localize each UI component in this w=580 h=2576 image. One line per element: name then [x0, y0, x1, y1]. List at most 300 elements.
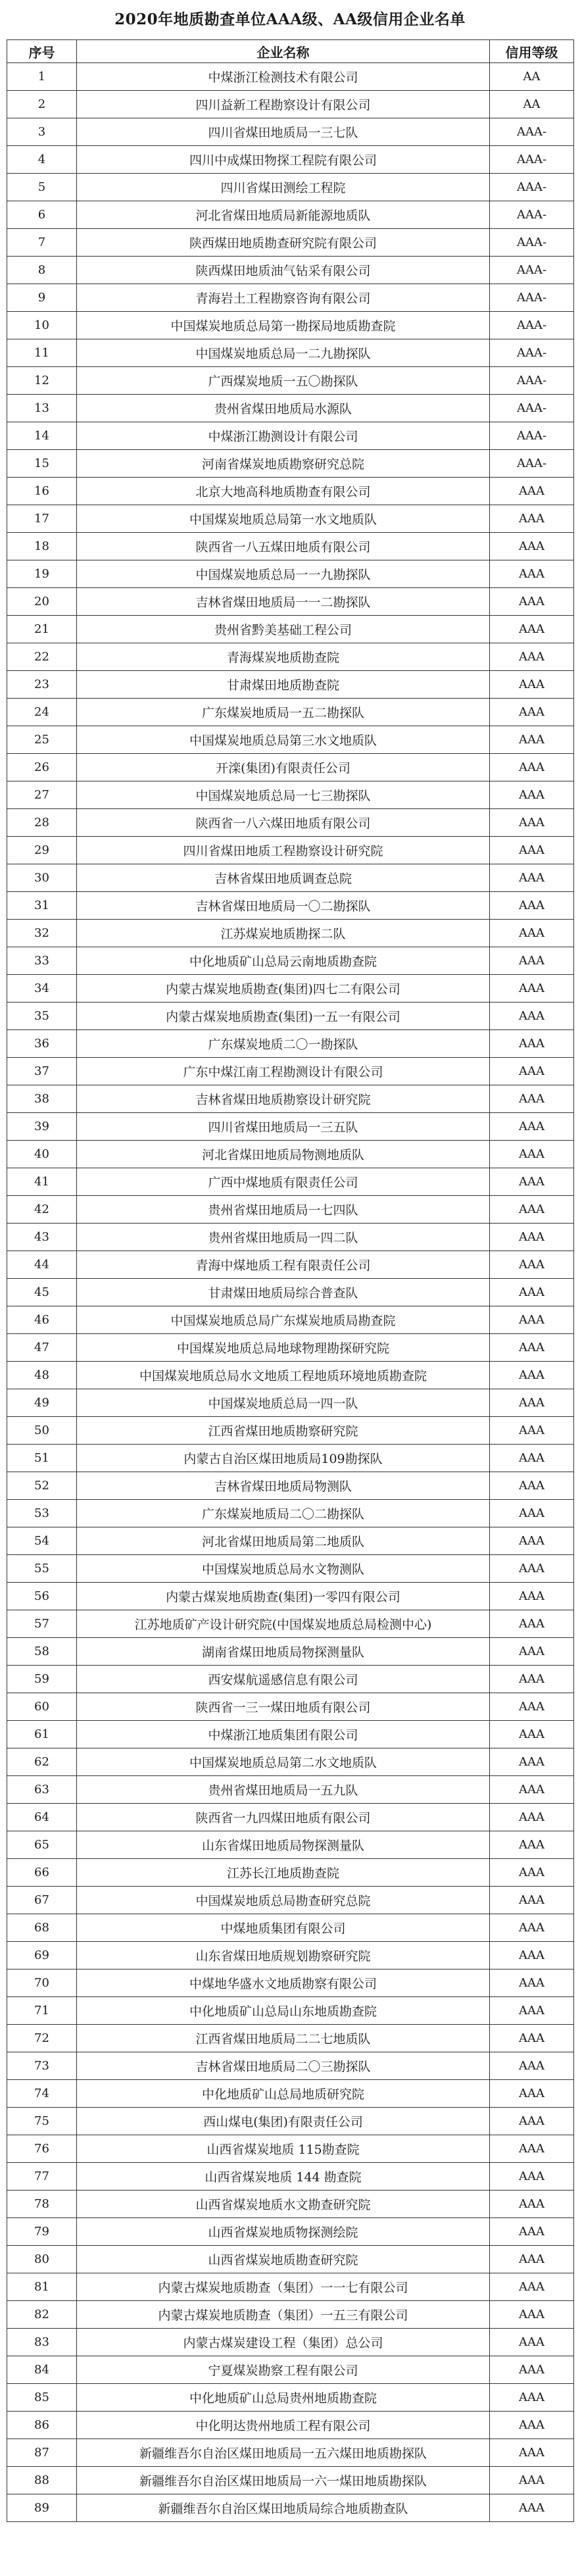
row-number: 73	[7, 2052, 77, 2080]
credit-grade: AAA	[490, 2329, 574, 2356]
row-number: 69	[7, 1942, 77, 1969]
company-name: 四川中成煤田物探工程院有限公司	[77, 146, 490, 174]
company-name: 山东省煤田地质规划勘察研究院	[77, 1942, 490, 1969]
row-number: 56	[7, 1583, 77, 1610]
credit-grade: AAA	[490, 1942, 574, 1969]
table-row	[7, 1914, 574, 1942]
company-name: 湖南省煤田地质局物探测量队	[77, 1638, 490, 1666]
credit-grade: AAA-	[490, 118, 574, 146]
table-row	[7, 837, 574, 864]
company-name: 中化地质矿山总局山东地质勘查院	[77, 1997, 490, 2025]
table-row	[7, 2163, 574, 2191]
company-name: 中国煤炭地质总局第一勘探局地质勘查院	[77, 312, 490, 339]
company-name: 河北省煤田地质局第二地质队	[77, 1527, 490, 1555]
company-name: 中煤浙江勘测设计有限公司	[77, 422, 490, 450]
table-row	[7, 1721, 574, 1748]
row-number: 41	[7, 1168, 77, 1196]
row-number: 88	[7, 2467, 77, 2494]
table-header-row	[7, 40, 574, 63]
credit-grade: AAA	[490, 1859, 574, 1887]
company-name: 中化地质矿山总局云南地质勘查院	[77, 947, 490, 975]
company-name: 广东中煤江南工程勘测设计有限公司	[77, 1058, 490, 1085]
row-number: 18	[7, 533, 77, 560]
company-name: 四川省煤田地质局一三五队	[77, 1113, 490, 1141]
table-row	[7, 1251, 574, 1279]
credit-grade: AAA	[490, 2108, 574, 2135]
table-row	[7, 1141, 574, 1168]
company-name: 广东煤炭地质二〇一勘探队	[77, 1030, 490, 1058]
table-row	[7, 257, 574, 284]
table-row	[7, 781, 574, 809]
credit-grade: AAA	[490, 2025, 574, 2052]
credit-grade: AAA	[490, 2439, 574, 2467]
credit-grade: AAA	[490, 2163, 574, 2191]
company-name: 中煤浙江地质集团有限公司	[77, 1721, 490, 1748]
table-row	[7, 1583, 574, 1610]
company-name: 贵州省黔美基础工程公司	[77, 616, 490, 643]
company-name: 陕西煤田地质勘查研究院有限公司	[77, 229, 490, 257]
table-row	[7, 1831, 574, 1859]
page-title: 2020年地质勘查单位AAA级、AA级信用企业名单	[114, 11, 466, 28]
table-row	[7, 975, 574, 1003]
row-number: 67	[7, 1887, 77, 1914]
credit-grade: AAA	[490, 920, 574, 947]
header-grade: 信用等级	[490, 40, 574, 63]
table-row	[7, 1389, 574, 1417]
table-row	[7, 1362, 574, 1389]
table-row	[7, 1279, 574, 1306]
table-row	[7, 1804, 574, 1831]
company-name: 山东省煤田地质局物探测量队	[77, 1831, 490, 1859]
table-row	[7, 1555, 574, 1583]
credit-grade: AAA	[490, 2412, 574, 2439]
row-number: 60	[7, 1693, 77, 1721]
row-number: 89	[7, 2494, 77, 2522]
table-row	[7, 1445, 574, 1472]
row-number: 57	[7, 1610, 77, 1638]
credit-grade: AAA	[490, 1721, 574, 1748]
table-row	[7, 1969, 574, 1997]
company-name: 贵州省煤田地质局一四二队	[77, 1224, 490, 1251]
row-number: 38	[7, 1085, 77, 1113]
credit-grade: AAA	[490, 1638, 574, 1666]
table-row	[7, 1666, 574, 1693]
credit-grade: AAA	[490, 2384, 574, 2412]
table-row	[7, 726, 574, 754]
credit-grade: AA	[490, 63, 574, 91]
company-name: 甘肃煤田地质勘查院	[77, 671, 490, 699]
credit-grade: AAA	[490, 1804, 574, 1831]
company-name: 中煤地华盛水文地质勘察有限公司	[77, 1969, 490, 1997]
table-row	[7, 533, 574, 560]
table-row	[7, 1224, 574, 1251]
table-row	[7, 2494, 574, 2522]
table-row	[7, 2384, 574, 2412]
credit-grade: AAA	[490, 1969, 574, 1997]
credit-grade: AAA	[490, 560, 574, 588]
row-number: 63	[7, 1776, 77, 1804]
table-row	[7, 312, 574, 339]
row-number: 7	[7, 229, 77, 257]
table-row	[7, 422, 574, 450]
company-name: 中国煤炭地质总局第一水文地质队	[77, 505, 490, 533]
credit-grade: AAA	[490, 533, 574, 560]
table-row	[7, 1003, 574, 1030]
company-name: 中国煤炭地质总局一七三勘探队	[77, 781, 490, 809]
table-row	[7, 1196, 574, 1224]
row-number: 62	[7, 1748, 77, 1776]
company-name: 陕西省一八五煤田地质有限公司	[77, 533, 490, 560]
credit-grade: AAA	[490, 754, 574, 781]
table-row	[7, 671, 574, 699]
company-name: 甘肃煤田地质局综合普查队	[77, 1279, 490, 1306]
table-row	[7, 1748, 574, 1776]
credit-grade: AAA	[490, 588, 574, 616]
row-number: 39	[7, 1113, 77, 1141]
company-name: 山西省煤炭地质 115勘查院	[77, 2135, 490, 2163]
table-row	[7, 505, 574, 533]
company-name: 吉林省煤田地质局物测队	[77, 1472, 490, 1500]
credit-grade: AAA	[490, 2494, 574, 2522]
credit-grade: AAA	[490, 1776, 574, 1804]
company-name: 江苏地质矿产设计研究院(中国煤炭地质总局检测中心)	[77, 1610, 490, 1638]
credit-grade: AAA	[490, 1666, 574, 1693]
credit-grade: AAA	[490, 2273, 574, 2301]
credit-grade: AAA	[490, 1141, 574, 1168]
company-name: 江西省煤田地质局二二七地质队	[77, 2025, 490, 2052]
table-row	[7, 2108, 574, 2135]
row-number: 20	[7, 588, 77, 616]
company-name: 中化地质矿山总局贵州地质勘查院	[77, 2384, 490, 2412]
credit-grade: AAA	[490, 2135, 574, 2163]
table-row	[7, 809, 574, 837]
table-row	[7, 229, 574, 257]
company-name: 山西省煤炭地质物探测绘院	[77, 2218, 490, 2246]
table-row	[7, 2218, 574, 2246]
row-number: 81	[7, 2273, 77, 2301]
credit-enterprise-table	[7, 39, 574, 2522]
table-body	[7, 63, 574, 2522]
table-row	[7, 2052, 574, 2080]
row-number: 68	[7, 1914, 77, 1942]
credit-grade: AAA-	[490, 229, 574, 257]
table-row	[7, 754, 574, 781]
row-number: 71	[7, 1997, 77, 2025]
company-name: 河南省煤炭地质勘察研究总院	[77, 450, 490, 478]
row-number: 83	[7, 2329, 77, 2356]
credit-grade: AAA	[490, 1831, 574, 1859]
row-number: 42	[7, 1196, 77, 1224]
row-number: 19	[7, 560, 77, 588]
credit-grade: AAA	[490, 1003, 574, 1030]
credit-grade: AAA	[490, 1914, 574, 1942]
credit-grade: AAA-	[490, 367, 574, 395]
row-number: 1	[7, 63, 77, 91]
table-row	[7, 616, 574, 643]
row-number: 27	[7, 781, 77, 809]
table-row	[7, 1058, 574, 1085]
company-name: 内蒙古煤炭地质勘查(集团)四七二有限公司	[77, 975, 490, 1003]
row-number: 6	[7, 201, 77, 229]
company-name: 中煤浙江检测技术有限公司	[77, 63, 490, 91]
row-number: 22	[7, 643, 77, 671]
credit-grade: AAA-	[490, 257, 574, 284]
company-name: 陕西省一八六煤田地质有限公司	[77, 809, 490, 837]
credit-grade: AAA	[490, 1555, 574, 1583]
company-name: 内蒙古煤炭地质勘查(集团)一五一有限公司	[77, 1003, 490, 1030]
credit-grade: AAA	[490, 1030, 574, 1058]
credit-grade: AAA	[490, 1389, 574, 1417]
row-number: 66	[7, 1859, 77, 1887]
row-number: 54	[7, 1527, 77, 1555]
row-number: 43	[7, 1224, 77, 1251]
company-name: 青海煤炭地质勘查院	[77, 643, 490, 671]
company-name: 中化明达贵州地质工程有限公司	[77, 2412, 490, 2439]
table-row	[7, 1887, 574, 1914]
row-number: 45	[7, 1279, 77, 1306]
row-number: 29	[7, 837, 77, 864]
company-name: 中国煤炭地质总局一二九勘探队	[77, 339, 490, 367]
row-number: 48	[7, 1362, 77, 1389]
credit-grade: AAA	[490, 1527, 574, 1555]
company-name: 内蒙古煤炭地质勘查（集团）一五三有限公司	[77, 2301, 490, 2329]
company-name: 吉林省煤田地质勘察设计研究院	[77, 1085, 490, 1113]
table-row	[7, 920, 574, 947]
credit-grade: AAA	[490, 1472, 574, 1500]
row-number: 11	[7, 339, 77, 367]
table-row	[7, 2273, 574, 2301]
row-number: 21	[7, 616, 77, 643]
credit-grade: AAA	[490, 2052, 574, 2080]
credit-grade: AAA	[490, 726, 574, 754]
table-row	[7, 450, 574, 478]
credit-grade: AAA-	[490, 201, 574, 229]
company-name: 广东煤炭地质局一五二勘探队	[77, 699, 490, 726]
row-number: 64	[7, 1804, 77, 1831]
row-number: 37	[7, 1058, 77, 1085]
credit-grade: AAA	[490, 1610, 574, 1638]
table-row	[7, 1859, 574, 1887]
table-row	[7, 699, 574, 726]
company-name: 青海岩土工程勘察咨询有限公司	[77, 284, 490, 312]
company-name: 开滦(集团)有限责任公司	[77, 754, 490, 781]
table-row	[7, 2439, 574, 2467]
credit-grade: AAA	[490, 947, 574, 975]
row-number: 84	[7, 2356, 77, 2384]
header-name: 企业名称	[77, 40, 490, 63]
company-name: 贵州省煤田地质局一五九队	[77, 1776, 490, 1804]
row-number: 3	[7, 118, 77, 146]
row-number: 46	[7, 1306, 77, 1334]
row-number: 35	[7, 1003, 77, 1030]
row-number: 58	[7, 1638, 77, 1666]
credit-grade: AAA	[490, 1251, 574, 1279]
company-name: 广东煤炭地质局二〇二勘探队	[77, 1500, 490, 1527]
credit-grade: AAA	[490, 1500, 574, 1527]
table-row	[7, 1776, 574, 1804]
table-row	[7, 146, 574, 174]
credit-grade: AAA	[490, 1113, 574, 1141]
row-number: 65	[7, 1831, 77, 1859]
table-row	[7, 643, 574, 671]
row-number: 12	[7, 367, 77, 395]
company-name: 河北省煤田地质局新能源地质队	[77, 201, 490, 229]
header-no: 序号	[7, 40, 77, 63]
credit-grade: AAA	[490, 1583, 574, 1610]
credit-grade: AAA	[490, 1279, 574, 1306]
credit-grade: AAA	[490, 1168, 574, 1196]
row-number: 17	[7, 505, 77, 533]
table-row	[7, 2080, 574, 2108]
table-row	[7, 1030, 574, 1058]
company-name: 内蒙古自治区煤田地质局109勘探队	[77, 1445, 490, 1472]
row-number: 2	[7, 91, 77, 118]
row-number: 61	[7, 1721, 77, 1748]
row-number: 59	[7, 1666, 77, 1693]
credit-grade: AAA-	[490, 312, 574, 339]
credit-grade: AAA	[490, 1445, 574, 1472]
credit-grade: AAA	[490, 1748, 574, 1776]
table-row	[7, 478, 574, 505]
row-number: 70	[7, 1969, 77, 1997]
credit-grade: AAA-	[490, 422, 574, 450]
company-name: 中国煤炭地质总局勘查研究总院	[77, 1887, 490, 1914]
company-name: 江西省煤田地质勘察研究院	[77, 1417, 490, 1445]
row-number: 87	[7, 2439, 77, 2467]
company-name: 河北省煤田地质局物测地质队	[77, 1141, 490, 1168]
company-name: 广西煤炭地质一五〇勘探队	[77, 367, 490, 395]
row-number: 4	[7, 146, 77, 174]
credit-grade: AAA	[490, 892, 574, 920]
credit-grade: AAA	[490, 1058, 574, 1085]
table-row	[7, 284, 574, 312]
credit-grade: AAA	[490, 1887, 574, 1914]
row-number: 26	[7, 754, 77, 781]
row-number: 77	[7, 2163, 77, 2191]
company-name: 青海中煤地质工程有限责任公司	[77, 1251, 490, 1279]
credit-grade: AAA	[490, 2191, 574, 2218]
table-row	[7, 174, 574, 201]
credit-grade: AAA-	[490, 395, 574, 422]
credit-grade: AAA	[490, 1306, 574, 1334]
row-number: 86	[7, 2412, 77, 2439]
table-row	[7, 2329, 574, 2356]
credit-grade: AAA	[490, 1997, 574, 2025]
credit-grade: AAA	[490, 643, 574, 671]
credit-grade: AAA	[490, 2246, 574, 2273]
row-number: 75	[7, 2108, 77, 2135]
row-number: 40	[7, 1141, 77, 1168]
row-number: 52	[7, 1472, 77, 1500]
company-name: 山西省煤炭地质水文勘查研究院	[77, 2191, 490, 2218]
credit-grade: AAA-	[490, 146, 574, 174]
row-number: 50	[7, 1417, 77, 1445]
company-name: 中国煤炭地质总局水文地质工程地质环境地质勘查院	[77, 1362, 490, 1389]
credit-grade: AAA	[490, 1362, 574, 1389]
table-row	[7, 1527, 574, 1555]
company-name: 中国煤炭地质总局一四一队	[77, 1389, 490, 1417]
table-row	[7, 1500, 574, 1527]
table-row	[7, 118, 574, 146]
company-name: 四川省煤田地质工程勘察设计研究院	[77, 837, 490, 864]
credit-grade: AAA	[490, 505, 574, 533]
credit-grade: AAA	[490, 975, 574, 1003]
credit-grade: AAA-	[490, 284, 574, 312]
table-row	[7, 588, 574, 616]
credit-grade: AAA-	[490, 450, 574, 478]
table-row	[7, 1085, 574, 1113]
table-row	[7, 892, 574, 920]
row-number: 16	[7, 478, 77, 505]
table-row	[7, 2356, 574, 2384]
row-number: 36	[7, 1030, 77, 1058]
credit-grade: AAA	[490, 2301, 574, 2329]
table-row	[7, 1638, 574, 1666]
row-number: 31	[7, 892, 77, 920]
row-number: 25	[7, 726, 77, 754]
row-number: 76	[7, 2135, 77, 2163]
company-name: 吉林省煤田地质调查总院	[77, 864, 490, 892]
table-row	[7, 63, 574, 91]
table-row	[7, 2246, 574, 2273]
company-name: 中国煤炭地质总局地球物理勘探研究院	[77, 1334, 490, 1362]
credit-grade: AAA	[490, 781, 574, 809]
company-name: 贵州省煤田地质局水源队	[77, 395, 490, 422]
company-name: 中国煤炭地质总局水文物测队	[77, 1555, 490, 1583]
company-name: 西安煤航遥感信息有限公司	[77, 1666, 490, 1693]
row-number: 14	[7, 422, 77, 450]
credit-grade: AAA	[490, 1693, 574, 1721]
row-number: 49	[7, 1389, 77, 1417]
table-row	[7, 1693, 574, 1721]
credit-grade: AAA	[490, 837, 574, 864]
row-number: 47	[7, 1334, 77, 1362]
company-name: 内蒙古煤炭建设工程（集团）总公司	[77, 2329, 490, 2356]
company-name: 北京大地高科地质勘查有限公司	[77, 478, 490, 505]
company-name: 西山煤电(集团)有限责任公司	[77, 2108, 490, 2135]
table-row	[7, 1334, 574, 1362]
row-number: 74	[7, 2080, 77, 2108]
credit-grade: AAA	[490, 1334, 574, 1362]
company-name: 中国煤炭地质总局第三水文地质队	[77, 726, 490, 754]
company-name: 吉林省煤田地质局二〇三勘探队	[77, 2052, 490, 2080]
company-name: 山西省煤炭地质 144 勘查院	[77, 2163, 490, 2191]
credit-grade: AAA	[490, 1417, 574, 1445]
table-row	[7, 367, 574, 395]
table-row	[7, 1113, 574, 1141]
row-number: 32	[7, 920, 77, 947]
row-number: 78	[7, 2191, 77, 2218]
row-number: 5	[7, 174, 77, 201]
credit-grade: AAA	[490, 1085, 574, 1113]
credit-grade: AAA	[490, 1224, 574, 1251]
table-row	[7, 1168, 574, 1196]
row-number: 30	[7, 864, 77, 892]
row-number: 44	[7, 1251, 77, 1279]
table-row	[7, 2467, 574, 2494]
row-number: 33	[7, 947, 77, 975]
table-row	[7, 560, 574, 588]
table-row	[7, 395, 574, 422]
row-number: 15	[7, 450, 77, 478]
credit-grade: AAA	[490, 1196, 574, 1224]
table-row	[7, 2025, 574, 2052]
company-name: 新疆维吾尔自治区煤田地质局一六一煤田地质勘探队	[77, 2467, 490, 2494]
company-name: 新疆维吾尔自治区煤田地质局综合地质勘查队	[77, 2494, 490, 2522]
table-row	[7, 1610, 574, 1638]
credit-grade: AAA	[490, 2356, 574, 2384]
table-row	[7, 864, 574, 892]
